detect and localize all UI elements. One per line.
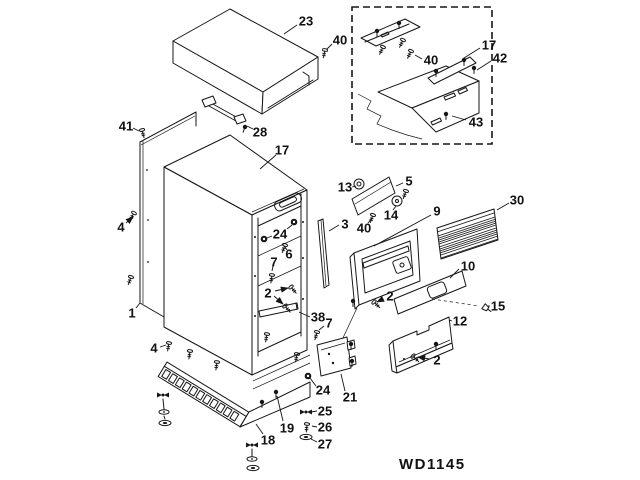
part-label: 30 bbox=[509, 192, 525, 208]
part-label: 4 bbox=[117, 219, 125, 235]
foot-pad-icon bbox=[300, 434, 312, 439]
screw-icon bbox=[139, 128, 146, 138]
part-label: 38 bbox=[310, 309, 326, 325]
screw-icon bbox=[213, 360, 219, 370]
part-label: 24 bbox=[272, 226, 288, 242]
control-plate bbox=[352, 177, 409, 215]
screw-icon bbox=[165, 341, 172, 351]
bolt-icon bbox=[472, 66, 476, 74]
part-label: 14 bbox=[383, 207, 399, 223]
leader-line bbox=[415, 55, 422, 59]
part-label: 2 bbox=[264, 285, 272, 301]
leader-line bbox=[319, 326, 324, 330]
part-label: 21 bbox=[342, 389, 358, 405]
leader-line bbox=[497, 203, 509, 210]
leader-line bbox=[160, 345, 166, 347]
part-label: 2 bbox=[386, 288, 394, 304]
part-label: 43 bbox=[468, 114, 484, 130]
part-label: 40 bbox=[423, 52, 439, 68]
screw-icon bbox=[312, 330, 319, 340]
part-label: 19 bbox=[279, 420, 295, 436]
screw-icon bbox=[401, 189, 409, 200]
cabinet bbox=[164, 135, 320, 375]
wing-bracket-icon bbox=[246, 443, 258, 448]
leader-line bbox=[311, 439, 317, 442]
leader-line bbox=[377, 299, 383, 302]
leader-line bbox=[464, 48, 480, 58]
foot-pad-icon bbox=[159, 420, 171, 425]
leader-line bbox=[329, 225, 339, 231]
leader-line bbox=[136, 303, 140, 308]
part-label: 9 bbox=[433, 203, 441, 219]
part-label: 40 bbox=[356, 220, 372, 236]
screw-icon bbox=[128, 211, 137, 222]
part-label: 10 bbox=[460, 258, 476, 274]
leader-line bbox=[341, 374, 345, 391]
knob-icon bbox=[354, 179, 364, 189]
wing-bracket-icon bbox=[157, 393, 169, 398]
part-label: 41 bbox=[118, 118, 134, 134]
grille-panel bbox=[437, 209, 498, 259]
part-label: 7 bbox=[270, 254, 278, 270]
part-label: 24 bbox=[315, 382, 331, 398]
screw-icon bbox=[377, 45, 386, 56]
part-label: 3 bbox=[341, 216, 349, 232]
grommet-icon bbox=[291, 219, 298, 226]
washer-icon bbox=[159, 410, 169, 414]
part-label: 27 bbox=[317, 436, 333, 452]
part-label: 7 bbox=[325, 315, 333, 331]
leader-line bbox=[312, 426, 317, 427]
screw-icon bbox=[397, 38, 406, 49]
switch-box bbox=[317, 337, 356, 376]
part-label: 6 bbox=[285, 246, 293, 262]
knob-icon bbox=[392, 196, 402, 206]
part-label: 13 bbox=[337, 179, 353, 195]
part-label: 25 bbox=[317, 403, 333, 419]
screw-icon bbox=[321, 48, 328, 58]
figure-code: WD1145 bbox=[399, 456, 466, 473]
cabinet-front bbox=[252, 190, 307, 375]
screw-icon bbox=[186, 349, 192, 359]
part-label: 18 bbox=[260, 432, 276, 448]
screw-icon bbox=[405, 49, 414, 60]
part-label: 17 bbox=[274, 142, 290, 158]
bolt-icon bbox=[241, 124, 248, 133]
tray-bracket bbox=[389, 317, 453, 373]
foot-pad-icon bbox=[247, 465, 259, 470]
part-label: 42 bbox=[492, 50, 508, 66]
part-label: 28 bbox=[252, 124, 268, 140]
part-label: 15 bbox=[490, 298, 506, 314]
leader-line bbox=[133, 128, 139, 131]
inset-bracket bbox=[361, 19, 420, 46]
part-label: 5 bbox=[405, 173, 413, 189]
grommet-icon bbox=[261, 236, 268, 243]
part-label: 1 bbox=[128, 305, 136, 321]
washer-icon bbox=[247, 457, 257, 461]
leader-line bbox=[327, 44, 332, 49]
part-label: 12 bbox=[452, 313, 468, 329]
leader-line bbox=[396, 183, 403, 186]
part-label: 40 bbox=[332, 32, 348, 48]
wing-bracket-icon bbox=[300, 410, 312, 415]
leader-line bbox=[284, 25, 297, 34]
part-label: 4 bbox=[150, 340, 158, 356]
screw-icon bbox=[304, 422, 310, 432]
drawer-front bbox=[342, 229, 420, 340]
part-label: 26 bbox=[317, 419, 333, 435]
screw-icon bbox=[126, 275, 134, 286]
part-label: 23 bbox=[298, 13, 314, 29]
part-label: 2 bbox=[433, 352, 441, 368]
leader-line bbox=[477, 61, 491, 70]
part-label: 17 bbox=[481, 37, 497, 53]
leader-line bbox=[126, 217, 133, 223]
